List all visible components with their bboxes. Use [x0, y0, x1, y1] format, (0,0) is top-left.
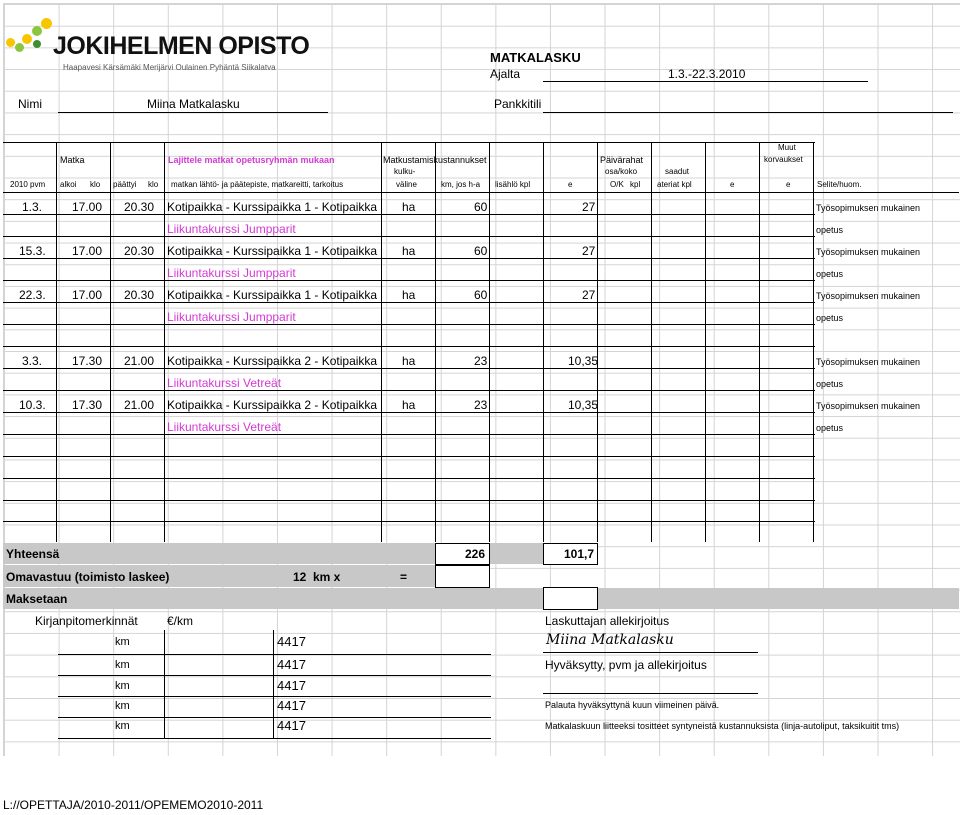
trip-date[interactable]: 1.3.: [22, 200, 43, 214]
totals-km: 226: [465, 547, 486, 561]
trip-date[interactable]: 3.3.: [22, 354, 43, 368]
deductible-eq: =: [400, 570, 408, 584]
trip-km[interactable]: 23: [474, 354, 488, 368]
trip-vehicle[interactable]: ha: [402, 354, 416, 368]
logo-dot-5: [41, 18, 52, 29]
logo-dot-2: [15, 43, 24, 52]
header-km: km, jos h-a: [441, 180, 481, 189]
trip-course[interactable]: Liikuntakurssi Jumpparit: [167, 310, 296, 324]
name-underline: [58, 112, 328, 113]
period-label: Ajalta: [490, 67, 521, 81]
period-value[interactable]: 1.3.-22.3.2010: [668, 67, 746, 81]
header-meals-2: ateriat kpl: [657, 180, 692, 189]
trip-vehicle[interactable]: ha: [402, 398, 416, 412]
payable-label: Maksetaan: [6, 592, 68, 606]
bank-underline: [543, 112, 953, 113]
header-sort-note: Lajittele matkat opetusryhmän mukaan: [168, 155, 335, 165]
trip-end[interactable]: 20.30: [124, 244, 155, 258]
header-pvm: 2010 pvm: [10, 180, 46, 189]
trip-date[interactable]: 15.3.: [19, 244, 46, 258]
trip-end[interactable]: 21.00: [124, 354, 155, 368]
trip-route[interactable]: Kotipaikka - Kurssipaikka 2 - Kotipaikka: [167, 354, 378, 368]
trip-end[interactable]: 20.30: [124, 288, 155, 302]
trip-euro[interactable]: 10,35: [568, 398, 599, 412]
deductible-km-unit: km x: [313, 570, 341, 584]
period-underline: [543, 81, 868, 82]
header-kpl1: kpl: [630, 180, 641, 189]
totals-label: Yhteensä: [6, 547, 60, 561]
document-title: MATKALASKU: [490, 50, 581, 65]
trip-note2[interactable]: opetus: [816, 423, 844, 433]
payable-value-cell[interactable]: [543, 587, 598, 610]
logo-name: JOKIHELMEN OPISTO: [53, 32, 310, 60]
trip-course[interactable]: Liikuntakurssi Jumpparit: [167, 222, 296, 236]
logo-dot-3: [22, 34, 32, 44]
signature-underline: [543, 652, 758, 653]
trip-start[interactable]: 17.00: [72, 200, 103, 214]
return-note: Palauta hyväksyttynä kuun viimeinen päivä.: [545, 700, 720, 710]
header-meals-1: saadut: [665, 167, 690, 176]
trip-route[interactable]: Kotipaikka - Kurssipaikka 2 - Kotipaikka: [167, 398, 378, 412]
logo-places: Haapavesi Kärsämäki Merijärvi Oulainen Pyhäntä Siikalatva: [63, 63, 276, 72]
trip-note[interactable]: Työsopimuksen mukainen: [816, 247, 921, 257]
trip-end[interactable]: 20.30: [124, 200, 155, 214]
header-route: matkan lähtö- ja päätepiste, matkareitti, tarkoitus: [171, 180, 344, 189]
trip-euro[interactable]: 10,35: [568, 354, 599, 368]
trip-note2[interactable]: opetus: [816, 269, 844, 279]
header-vehicle-1: kulku-: [394, 167, 416, 176]
bookkeeping-unit: km: [115, 700, 130, 712]
header-allowance: Päivärahat: [600, 155, 644, 165]
trip-km[interactable]: 60: [474, 200, 488, 214]
trip-km[interactable]: 60: [474, 244, 488, 258]
trip-note2[interactable]: opetus: [816, 379, 844, 389]
deductible-label: Omavastuu (toimisto laskee): [6, 570, 170, 584]
totals-euro: 101,7: [564, 547, 595, 561]
header-other-1: Muut: [778, 143, 796, 152]
trip-note2[interactable]: opetus: [816, 313, 844, 323]
trip-vehicle[interactable]: ha: [402, 200, 416, 214]
trip-note2[interactable]: opetus: [816, 225, 844, 235]
header-costs: Matkustamiskustannukset: [383, 155, 487, 165]
bookkeeping-code[interactable]: 4417: [277, 698, 306, 713]
header-klo2: klo: [148, 180, 159, 189]
trip-course[interactable]: Liikuntakurssi Jumpparit: [167, 266, 296, 280]
header-notes: Selite/huom.: [817, 180, 862, 189]
trip-course[interactable]: Liikuntakurssi Vetreät: [167, 376, 282, 390]
trip-route[interactable]: Kotipaikka - Kurssipaikka 1 - Kotipaikka: [167, 200, 378, 214]
approved-underline: [543, 693, 758, 694]
trip-date[interactable]: 22.3.: [19, 288, 46, 302]
bank-label: Pankkitili: [494, 97, 542, 111]
trip-route[interactable]: Kotipaikka - Kurssipaikka 1 - Kotipaikka: [167, 244, 378, 258]
name-value[interactable]: Miina Matkalasku: [147, 97, 240, 111]
header-alkoi: alkoi: [60, 180, 77, 189]
attach-note: Matkalaskuun liitteeksi tositteet syntyneistä kustannuksista (linja-autoliput, taksikuitit tms): [545, 721, 900, 731]
trip-start[interactable]: 17.30: [72, 398, 103, 412]
trip-vehicle[interactable]: ha: [402, 288, 416, 302]
trip-start[interactable]: 17.00: [72, 288, 103, 302]
header-e1: e: [568, 180, 573, 189]
bookkeeping-unit: km: [115, 636, 130, 648]
bookkeeping-unit: km: [115, 720, 130, 732]
trip-vehicle[interactable]: ha: [402, 244, 416, 258]
header-extra: lisählö kpl: [495, 180, 531, 189]
bookkeeping-label: Kirjanpitomerkinnät: [35, 614, 138, 628]
logo-dot-6: [33, 40, 41, 48]
header-e2: e: [730, 180, 735, 189]
header-other-2: korvaukset: [764, 155, 803, 164]
signature-label: Laskuttajan allekirjoitus: [545, 614, 670, 628]
signature-value[interactable]: Miina Matkalasku: [546, 632, 674, 648]
header-klo1: klo: [90, 180, 101, 189]
bookkeeping-unit: km: [115, 680, 130, 692]
deductible-value-cell[interactable]: [435, 565, 490, 588]
header-e3: e: [786, 180, 791, 189]
header-vehicle-2: väline: [396, 180, 417, 189]
logo-dot-1: [6, 38, 15, 47]
trip-note[interactable]: Työsopimuksen mukainen: [816, 357, 921, 367]
trip-end[interactable]: 21.00: [124, 398, 155, 412]
header-part-full-1: osa/koko: [605, 167, 638, 176]
trip-euro[interactable]: 27: [582, 288, 596, 302]
bookkeeping-code[interactable]: 4417: [277, 657, 306, 672]
header-part-full-2: O/K: [610, 180, 624, 189]
approved-label: Hyväksytty, pvm ja allekirjoitus: [545, 658, 707, 672]
bookkeeping-code[interactable]: 4417: [277, 718, 306, 733]
name-label: Nimi: [18, 97, 42, 111]
trip-route[interactable]: Kotipaikka - Kurssipaikka 1 - Kotipaikka: [167, 288, 378, 302]
header-paattyi: päättyi: [113, 180, 137, 189]
trip-km[interactable]: 60: [474, 288, 488, 302]
bookkeeping-code[interactable]: 4417: [277, 678, 306, 693]
totals-row: [3, 543, 436, 564]
deductible-km: 12: [293, 570, 307, 584]
trip-start[interactable]: 17.30: [72, 354, 103, 368]
logo-dot-4: [32, 26, 42, 36]
trip-date[interactable]: 10.3.: [19, 398, 46, 412]
header-matka: Matka: [60, 155, 85, 165]
payable-row: [3, 588, 959, 609]
footer-path: L://OPETTAJA/2010-2011/OPEMEMO2010-2011: [3, 798, 264, 812]
bookkeeping-code[interactable]: 4417: [277, 634, 306, 649]
trip-start[interactable]: 17.00: [72, 244, 103, 258]
trip-note[interactable]: Työsopimuksen mukainen: [816, 291, 921, 301]
totals-row-mid: [490, 543, 543, 564]
trip-course[interactable]: Liikuntakurssi Vetreät: [167, 420, 282, 434]
trip-euro[interactable]: 27: [582, 244, 596, 258]
bookkeeping-rate: €/km: [167, 614, 194, 628]
trip-km[interactable]: 23: [474, 398, 488, 412]
bookkeeping-unit: km: [115, 659, 130, 671]
trip-euro[interactable]: 27: [582, 200, 596, 214]
trip-note[interactable]: Työsopimuksen mukainen: [816, 401, 921, 411]
trip-note[interactable]: Työsopimuksen mukainen: [816, 203, 921, 213]
